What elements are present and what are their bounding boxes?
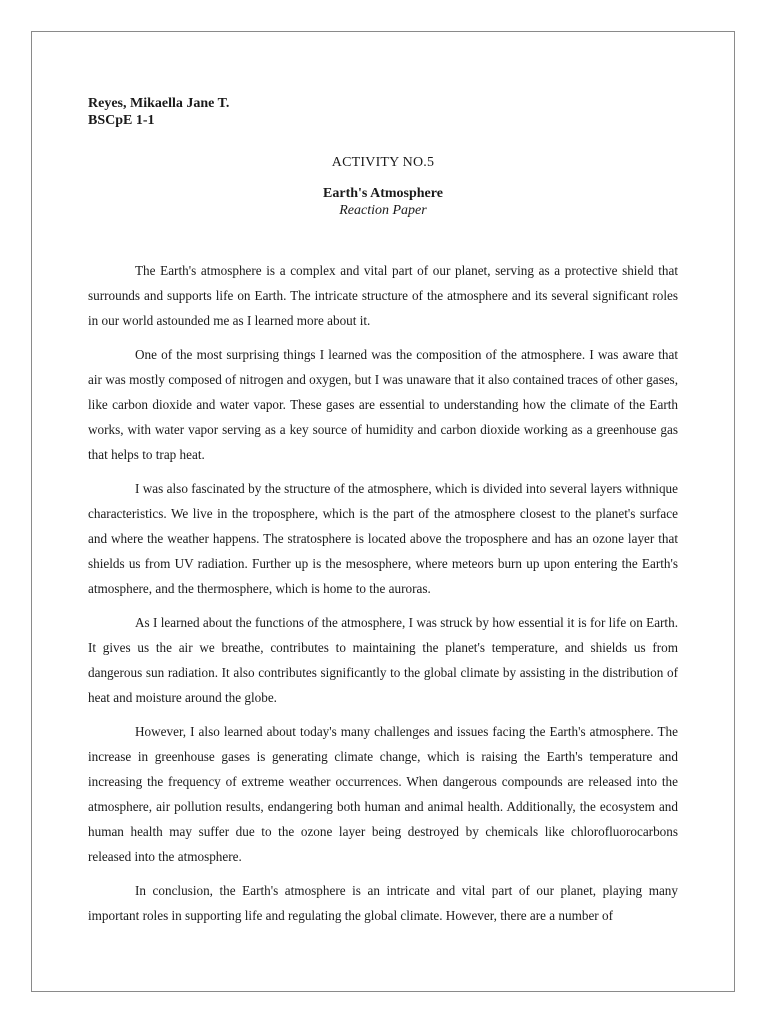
paragraph-6: In conclusion, the Earth's atmosphere is an intricate and vital part of our planet, playing many important roles in supporting life and regulating the global climate. However, there are a number of bbox=[88, 883, 678, 923]
paragraph-3: I was also fascinated by the structure of the atmosphere, which is divided into several layers withnique characteristics. We live in the troposphere, which is the part of the atmosphere closest to the planet's surface and where the weather happens. The stratosphere is located above the troposphere and has an ozone layer that shields us from UV radiation. Further up is the mesosphere, where meteors burn up upon entering the Earth's atmosphere, and the thermosphere, which is home to the auroras. bbox=[88, 481, 678, 596]
paper-title: Earth's Atmosphere bbox=[323, 186, 443, 201]
activity-number: ACTIVITY NO.5 bbox=[331, 155, 435, 170]
paragraph-4: As I learned about the functions of the atmosphere, I was struck by how essential it is for life on Earth. It gives us the air we breathe, contributes to maintaining the planet's temperature, and shields us from dangerous sun radiation. It also contributes significantly to the global climate by assisting in the distribution of heat and moisture around the globe. bbox=[88, 615, 678, 705]
paper-subtitle: Reaction Paper bbox=[339, 203, 427, 218]
paragraph-5: However, I also learned about today's many challenges and issues facing the Earth's atmosphere. The increase in greenhouse gases is generating climate change, which is raising the Earth's temperature and increasing the frequency of extreme weather occurrences. When dangerous compounds are released into the atmosphere, air pollution results, endangering both human and animal health. Additionally, the ecosystem and human health may suffer due to the ozone layer being destroyed by chemicals like chlorofluorocarbons released into the atmosphere. bbox=[88, 724, 678, 864]
author-name: Reyes, Mikaella Jane T. bbox=[88, 96, 230, 111]
course-section: BSCpE 1-1 bbox=[88, 113, 155, 128]
paper-body bbox=[88, 258, 678, 928]
paragraph-2: One of the most surprising things I learned was the composition of the atmosphere. I was aware that air was mostly composed of nitrogen and oxygen, but I was unaware that it also contained traces of other gases, like carbon dioxide and water vapor. These gases are essential to understanding how the climate of the Earth works, with water vapor serving as a key source of humidity and carbon dioxide working as a greenhouse gas that helps to trap heat. bbox=[88, 347, 678, 462]
paragraph-1: The Earth's atmosphere is a complex and vital part of our planet, serving as a protective shield that surrounds and supports life on Earth. The intricate structure of the atmosphere and its several significant roles in our world astounded me as I learned more about it. bbox=[88, 263, 678, 328]
document-content bbox=[88, 95, 678, 937]
